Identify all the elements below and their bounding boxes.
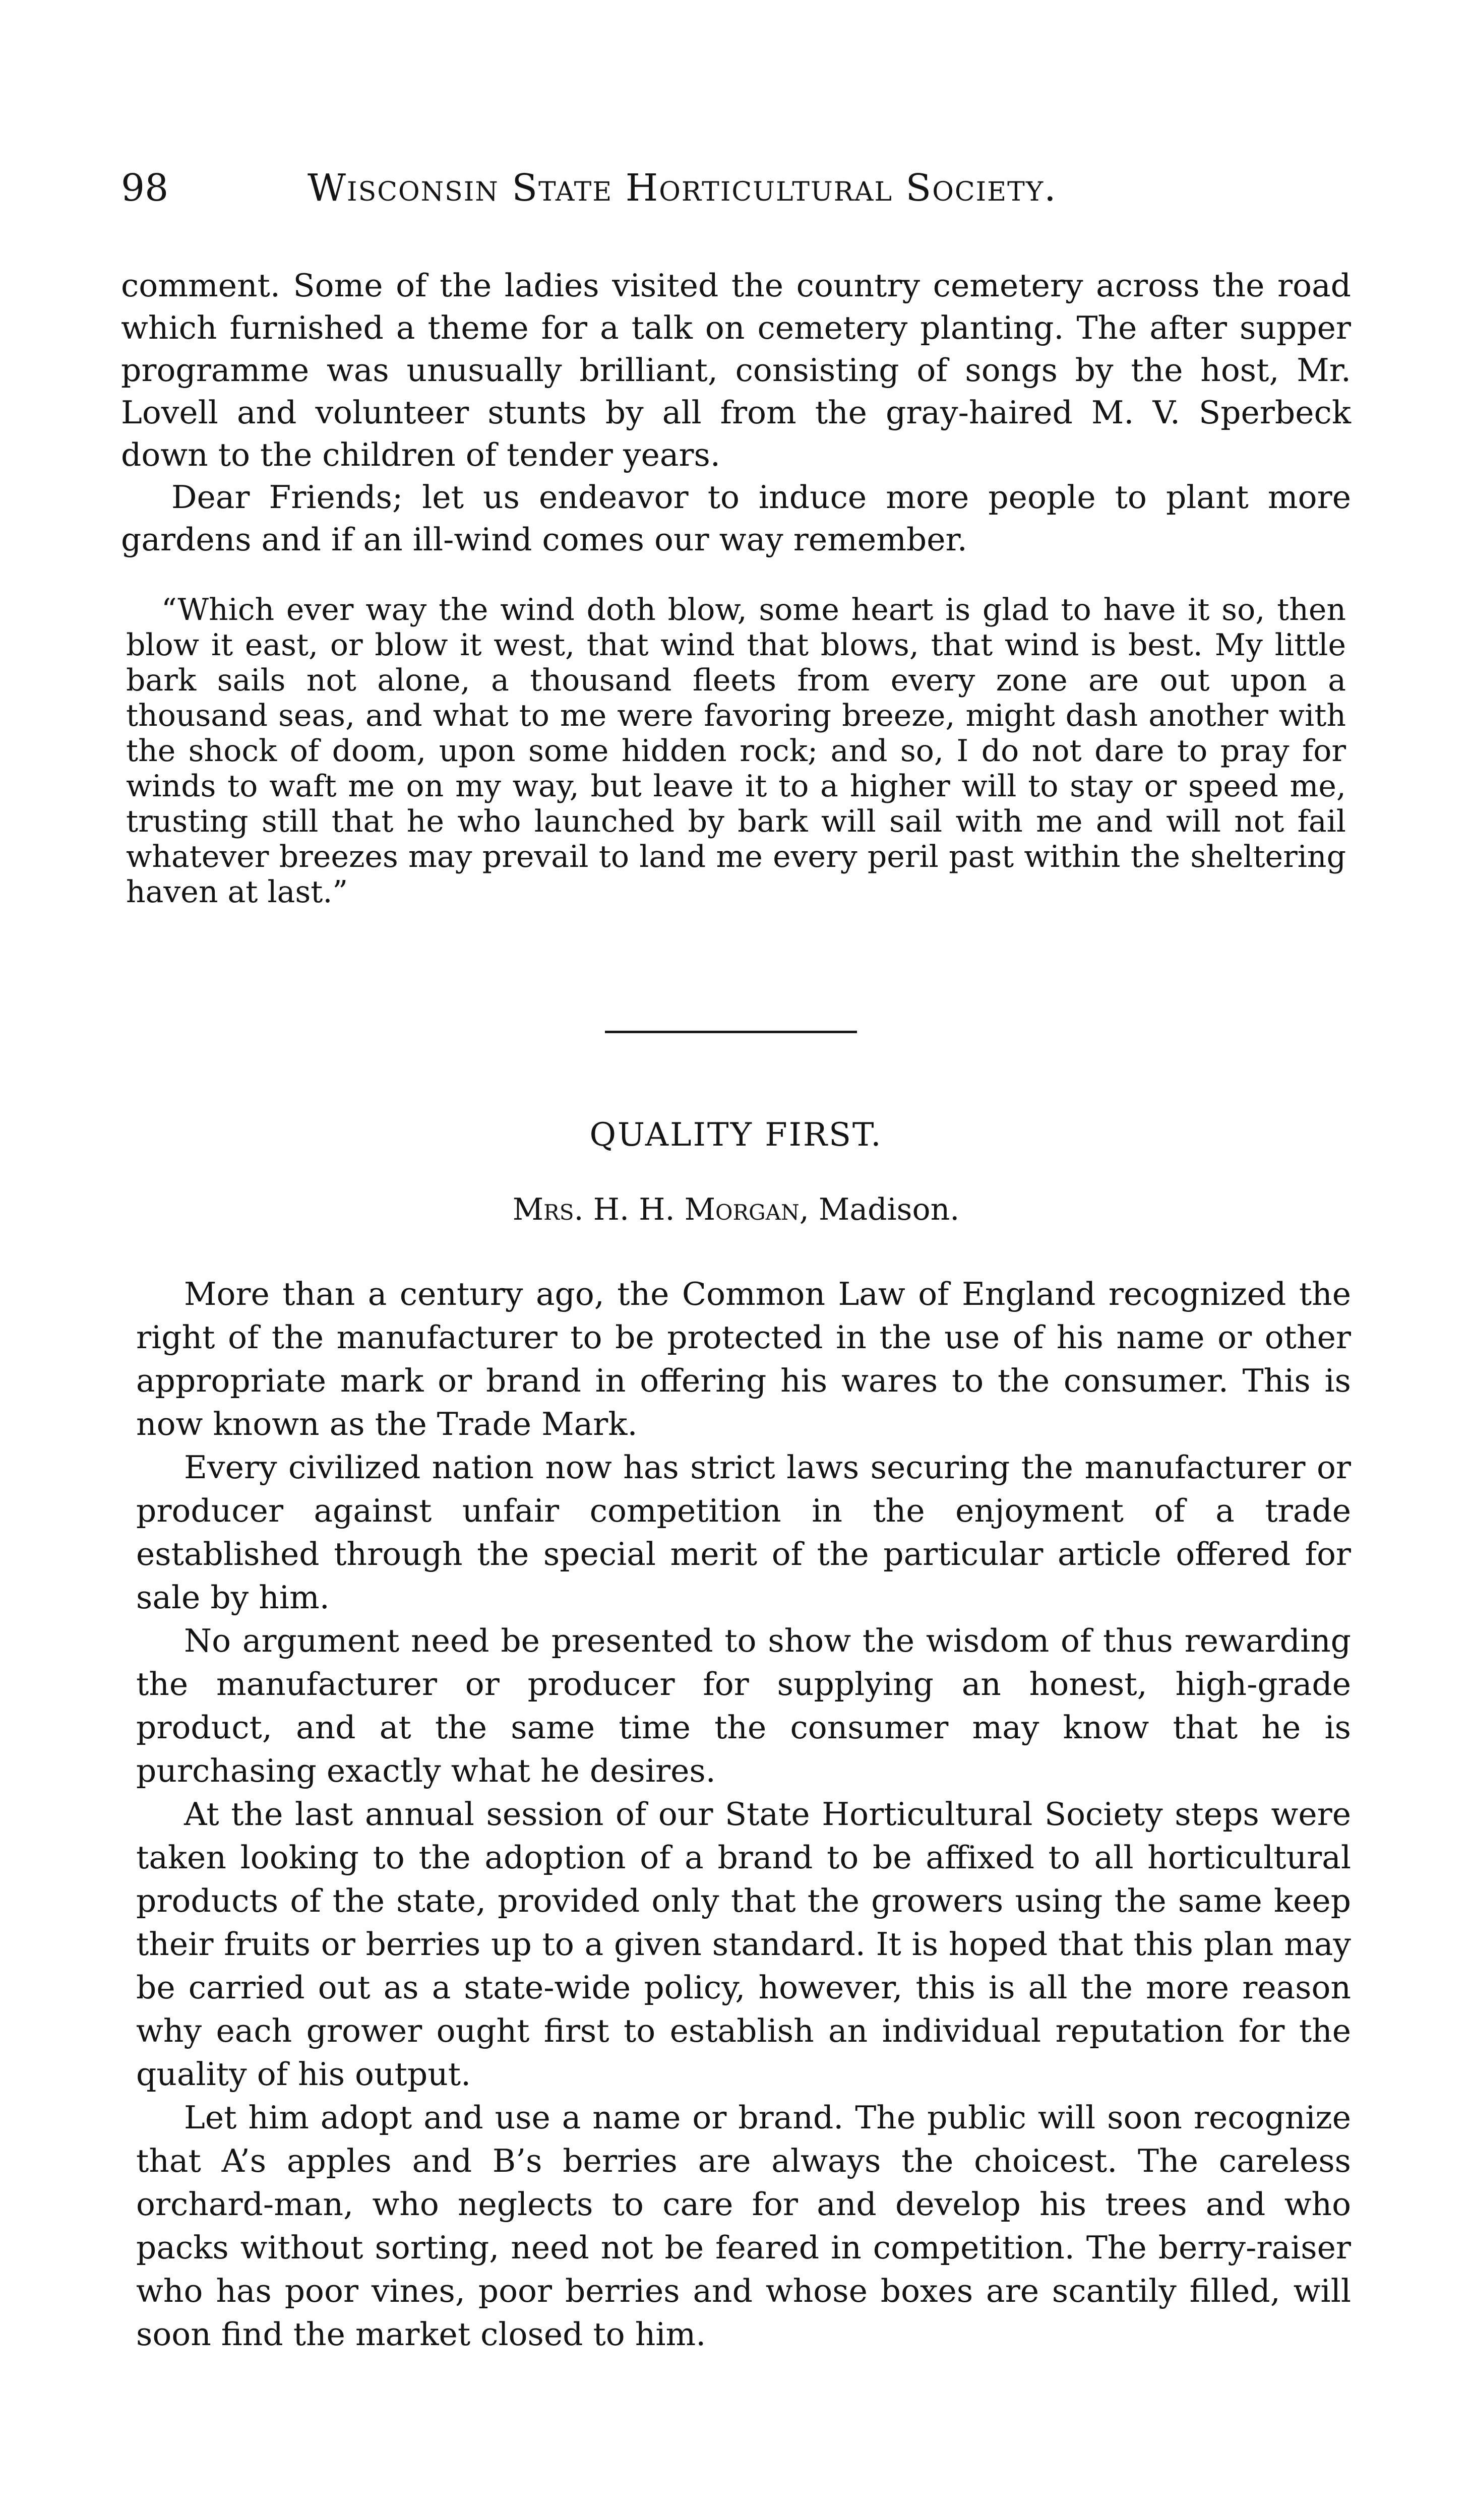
section-divider (605, 1031, 857, 1033)
paragraph: Let him adopt and use a name or brand. The public will soon recognize that A’s apples and B’s berries are always the choicest. The careless orchard-man, who neglects to care for and develop his trees and who packs without sorting, need not be feared in competition. The berry-raiser who has poor vines, poor berries and whose boxes are scantily filled, will soon find the market closed to him. (136, 2099, 1351, 2353)
running-title: Wisconsin State Horticultural Society. (308, 166, 1057, 210)
paragraph: Dear Friends; let us endeavor to induce more people to plant more gardens and if an ill-wind comes our way remember. (121, 479, 1351, 558)
article-body (136, 1273, 1351, 2356)
paragraph: More than a century ago, the Common Law of England recognized the right of the manufacturer to be protected in the use of his name or other appropriate mark or brand in offering his wares to the consumer. This is now known as the Trade Mark. (136, 1276, 1351, 1442)
article-title: QUALITY FIRST. (589, 1116, 883, 1154)
author-location: , Madison. (799, 1192, 960, 1227)
poem-quote: “Which ever way the wind doth blow, some heart is glad to have it so, then blow it east, or blow it west, that wind that blows, that wind is best. My little bark sails not alone, a thousand fleets from every zone are out upon a thousand seas, and what to me were favoring breeze, might dash another with the shock of doom, upon some hidden rock; and so, I do not dare to pray for winds to waft me on my way, but leave it to a higher will to stay or speed me, trusting still that he who launched by bark will sail with me and will not fail whatever breezes may prevail to land me every peril past within the sheltering haven at last.” (126, 592, 1346, 910)
paragraph: Every civilized nation now has strict laws securing the manufacturer or producer against unfair competition in the enjoyment of a trade established through the special merit of the particular article offered for sale by him. (136, 1449, 1351, 1616)
page-header (121, 166, 1351, 222)
paragraph: No argument need be presented to show the wisdom of thus rewarding the manufacturer or producer for supplying an honest, high-grade product, and at the same time the consumer may know that he is purchasing exactly what he desires. (136, 1622, 1351, 1789)
paragraph: At the last annual session of our State Horticultural Society steps were taken looking to the adoption of a brand to be affixed to all horticultural products of the state, provided only that the growers using the same keep their fruits or berries up to a given standard. It is hoped that this plan may be carried out as a state-wide policy, however, this is all the more reason why each grower ought first to establish an individual reputation for the quality of his output. (136, 1796, 1351, 2093)
page-number: 98 (121, 166, 169, 210)
article-byline (0, 1192, 1472, 1227)
paragraph: comment. Some of the ladies visited the country cemetery across the road which furnished a theme for a talk on cemetery planting. The after supper programme was unusually brilliant, consisting of songs by the host, Mr. Lovell and volunteer stunts by all from the gray-haired M. V. Sperbeck down to the children of tender years. (121, 267, 1351, 473)
opening-text (121, 265, 1351, 561)
author-name: Mrs. H. H. Morgan (512, 1192, 800, 1227)
